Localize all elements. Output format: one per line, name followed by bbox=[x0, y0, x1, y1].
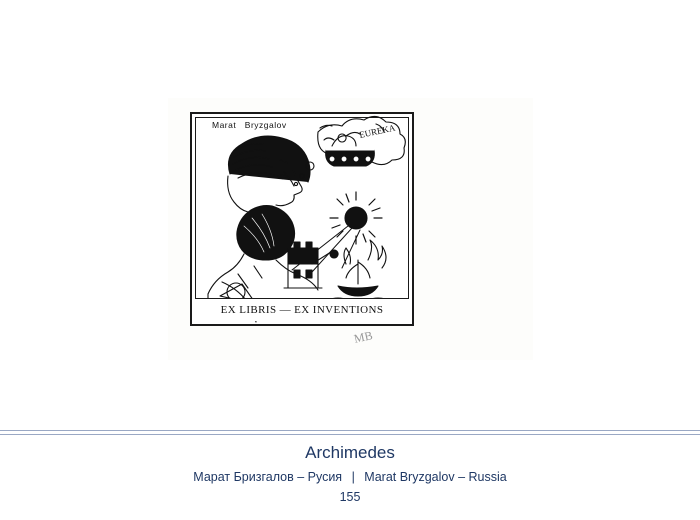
divider-bottom bbox=[0, 434, 700, 435]
page-title: Archimedes bbox=[305, 443, 395, 462]
credit-line bbox=[0, 470, 700, 484]
pencil-signature: MB bbox=[352, 328, 374, 346]
bookplate-caption-band bbox=[195, 298, 409, 321]
credit-russian: Марат Бризгалов – Русия bbox=[193, 470, 343, 484]
credit-english: Marat Bryzgalov – Russia bbox=[364, 470, 507, 484]
artist-signature-text: Marat Bryzgalov bbox=[212, 120, 287, 130]
page-number: 155 bbox=[339, 490, 361, 504]
slide-footer bbox=[0, 436, 700, 520]
bookplate-image bbox=[168, 98, 533, 360]
divider-top bbox=[0, 430, 700, 431]
eureka-text: EUREKA bbox=[358, 122, 397, 140]
credit-separator: | bbox=[351, 470, 355, 484]
bookplate-frame bbox=[190, 112, 414, 326]
bookplate-caption: EX LIBRIS — EX INVENTIONS bbox=[220, 304, 384, 316]
bookplate-drawing bbox=[192, 114, 412, 324]
